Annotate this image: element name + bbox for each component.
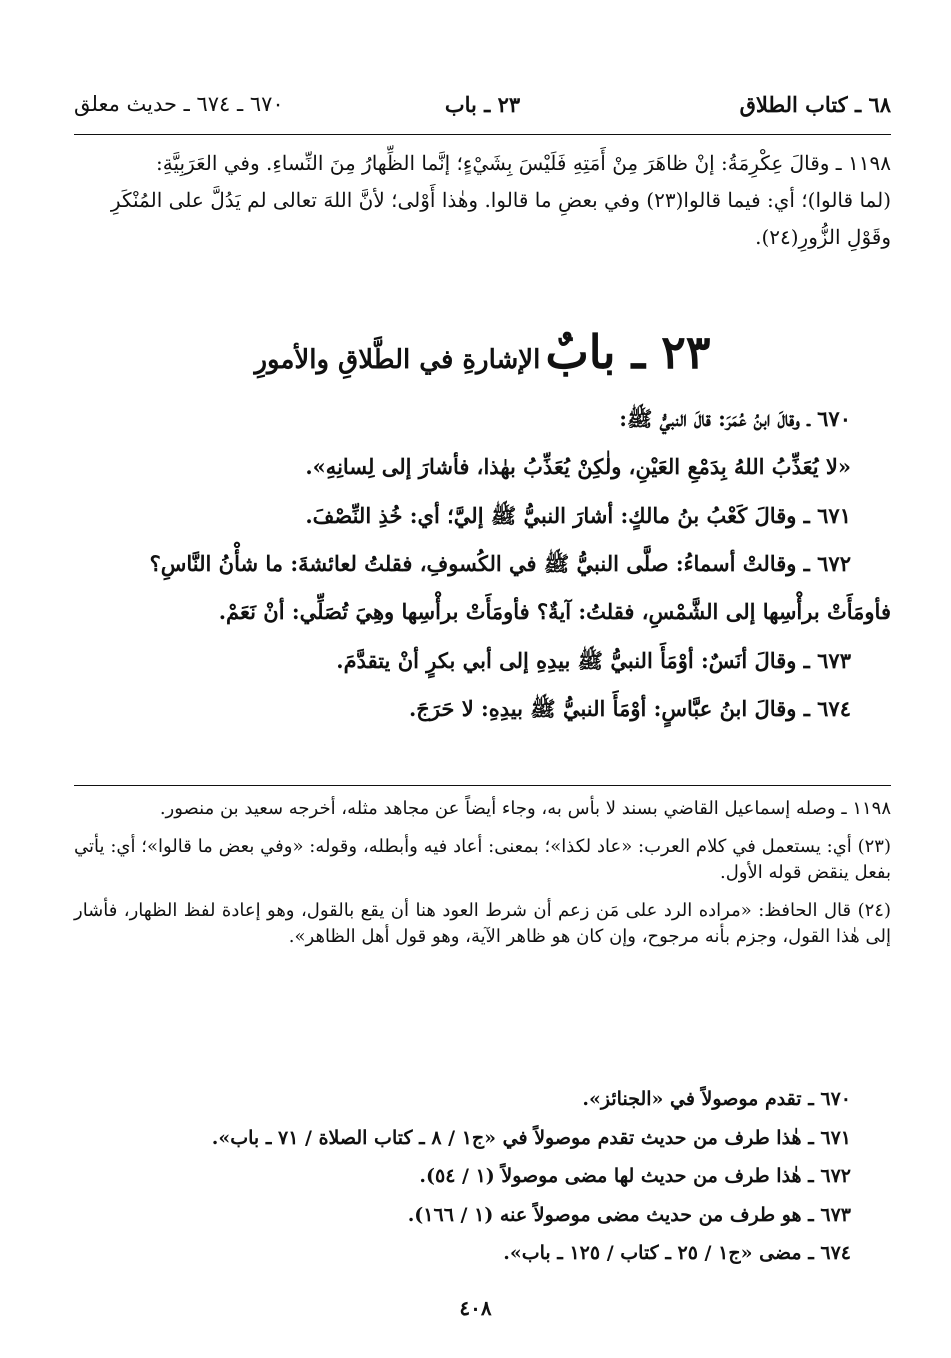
hadith-670-intro: ٦٧٠ ـ وقالَ ابنُ عُمَرَ: قالَ النبيُّ ﷺ:	[619, 406, 851, 431]
hadith-672-line-2: فأومَأَتْ برأْسِها إلى الشَّمْسِ، فقلتُ: آيةٌ؟ فأومَأَتْ برأْسِها وهِيَ تُصَلِّي: أنْ نَعَمْ.	[218, 599, 891, 625]
intro-line-3: وقَوْلِ الزُّورِ(٢٤).	[755, 225, 891, 249]
header-book-title: ٦٨ ـ كتاب الطلاق	[739, 92, 891, 117]
hadith-672-line-1: ٦٧٢ ـ وقالتْ أسماءُ: صلَّى النبيُّ ﷺ في الكُسوفِ، فقلتُ لعائشةَ: ما شأْنُ النَّاسِ؟	[149, 551, 851, 577]
header-chapter: ٢٣ ـ باب	[444, 92, 521, 117]
intro-line-1: ١١٩٨ ـ وقالَ عِكْرِمَةُ: إنْ ظاهَرَ مِنْ أَمَتِهِ فَلَيْسَ بِشَيْءٍ؛ إنَّما الظِّهارُ مِنَ النِّساءِ. وفي العَرَبِيَّةِ:	[156, 151, 891, 175]
ref-673: ٦٧٣ ـ هو طرف من حديث مضى موصولاً عنه (١ / ١٦٦).	[407, 1203, 851, 1226]
ref-671: ٦٧١ ـ هٰذا طرف من حديث تقدم موصولاً في «ج١ / ٨ ـ كتاب الصلاة / ٧١ ـ باب».	[211, 1126, 851, 1149]
footnote-24: (٢٤) قال الحافظ: «مراده الرد على مَن زعم أن شرط العود هنا أن يقع بالقول، وهو إعادة لفظ الظهار، فأشار إلى هٰذا القول، وجزم بأنه مرجوح، وإن كان هو ظاهر الآية، وهو قول أهل الظاهر».	[74, 900, 891, 948]
ref-674: ٦٧٤ ـ مضى «ج١ / ٢٥ ـ كتاب / ١٢٥ ـ باب».	[503, 1242, 851, 1265]
footnote-23: (٢٣) أي: يستعمل في كلام العرب: «عاد لكذا»؛ بمعنى: أعاد فيه وأبطله، وقوله: «وفي بعض ما قالوا»؛ أي: يأتي بفعل ينقض قوله الأول.	[74, 836, 891, 884]
ref-670: ٦٧٠ ـ تقدم موصولاً في «الجنائز».	[582, 1088, 851, 1110]
hadith-671: ٦٧١ ـ وقالَ كَعْبُ بنُ مالكٍ: أشارَ النبيُّ ﷺ إليَّ؛ أي: خُذِ النِّصْفَ.	[305, 502, 851, 528]
hadith-674: ٦٧٤ ـ وقالَ ابنُ عبَّاسٍ: أوْمَأَ النبيُّ ﷺ بيدِهِ: لا حَرَجَ.	[408, 696, 851, 722]
hadith-670-text: «لا يُعَذِّبُ اللهُ بِدَمْعِ العَيْنِ، ولٰكِنْ يُعَذِّبُ بهٰذا، فأشارَ إلى لِسانِهِ».	[305, 454, 851, 480]
intro-line-2: (لما قالوا)؛ أي: فيما قالوا(٢٣) وفي بعضِ ما قالوا. وهٰذا أَوْلى؛ لأنَّ اللهَ تعالى لم يَدُلَّ على المُنْكَرِ	[110, 188, 891, 212]
hadith-673: ٦٧٣ ـ وقالَ أنَسٌ: أوْمَأَ النبيُّ ﷺ بيدِهِ إلى أبي بكرٍ أنْ يتقدَّمَ.	[336, 647, 851, 673]
intro-paragraph	[74, 150, 891, 251]
running-header	[74, 92, 891, 128]
chapter-number: ٢٣ ـ بابٌ	[545, 325, 711, 379]
footnote-rule	[74, 785, 891, 786]
source-references	[74, 1086, 891, 1267]
ref-672: ٦٧٢ ـ هٰذا طرف من حديث لها مضى موصولاً (١ / ٥٤).	[419, 1165, 851, 1188]
footnotes	[74, 796, 891, 950]
hadith-list	[74, 405, 891, 723]
header-rule	[74, 134, 891, 135]
footnote-1198: ١١٩٨ ـ وصله إسماعيل القاضي بسند لا بأس به، وجاء أيضاً عن مجاهد مثله، أخرجه سعيد بن منصور.	[159, 798, 891, 819]
chapter-heading	[74, 325, 891, 379]
chapter-title: الإشارةِ في الطَّلاقِ والأمورِ	[254, 345, 541, 375]
page-number: ٤٠٨	[459, 1296, 492, 1320]
header-hadith-range: ٦٧٠ ـ ٦٧٤ ـ حديث معلق	[74, 92, 284, 116]
